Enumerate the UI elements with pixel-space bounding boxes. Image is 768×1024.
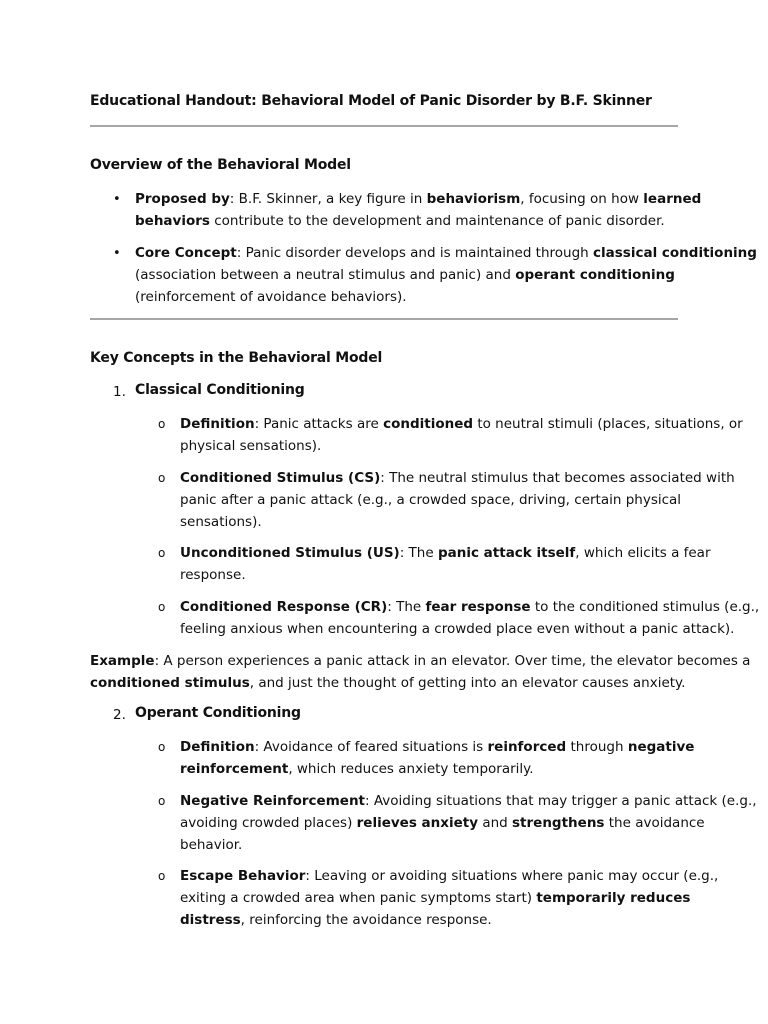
text-run: , and just the thought of getting into an elevator causes anxiety. — [249, 675, 686, 691]
bold-text: negative — [627, 739, 695, 755]
text-line — [180, 865, 718, 887]
bold-text: learned — [643, 191, 702, 207]
bold-text: Definition — [180, 739, 255, 755]
text-line — [90, 650, 750, 672]
text-run: contribute to the development and maintenance of panic disorder. — [209, 213, 665, 229]
key-concepts-heading: Key Concepts in the Behavioral Model — [90, 350, 383, 366]
bullet-marker: o — [158, 471, 166, 485]
text-line — [180, 413, 743, 435]
section-number: 2. — [113, 707, 126, 723]
text-line — [180, 596, 759, 618]
text-run: to neutral stimuli (places, situations, or — [473, 416, 743, 432]
overview-heading: Overview of the Behavioral Model — [90, 157, 351, 173]
text-run: , reinforcing the avoidance response. — [240, 912, 492, 928]
text-run: : Panic disorder develops and is maintained through — [236, 245, 594, 261]
bold-text: behaviors — [135, 213, 210, 229]
text-line — [180, 489, 681, 511]
text-line — [180, 758, 534, 780]
text-line — [180, 790, 757, 812]
text-line — [180, 834, 242, 856]
text-line — [180, 467, 735, 489]
bold-text: panic attack itself — [437, 545, 576, 561]
bold-text: Example — [90, 653, 155, 669]
text-run: , focusing on how — [520, 191, 644, 207]
text-run: : Avoiding situations that may trigger a panic attack (e.g., — [365, 793, 757, 809]
section-title: Classical Conditioning — [135, 382, 305, 398]
text-run: response. — [180, 567, 246, 583]
text-line — [135, 210, 665, 232]
bold-text: operant conditioning — [515, 267, 675, 283]
bold-text: Definition — [180, 416, 255, 432]
text-line — [135, 242, 757, 264]
text-run: : B.F. Skinner, a key figure in — [229, 191, 427, 207]
text-run: (reinforcement of avoidance behaviors). — [135, 289, 407, 305]
bold-text: classical conditioning — [593, 245, 757, 261]
text-run: exiting a crowded area when panic symptoms start) — [180, 890, 537, 906]
bold-text: conditioned stimulus — [90, 675, 250, 691]
text-run: : The — [387, 599, 426, 615]
bold-text: behaviorism — [426, 191, 521, 207]
text-line — [135, 188, 701, 210]
bullet-marker: o — [158, 740, 166, 754]
text-run: through — [566, 739, 628, 755]
bullet-marker: o — [158, 794, 166, 808]
text-run: : A person experiences a panic attack in an elevator. Over time, the elevator becomes a — [154, 653, 751, 669]
bold-text: Conditioned Response (CR) — [180, 599, 388, 615]
section-number: 1. — [113, 384, 126, 400]
bold-text: fear response — [425, 599, 531, 615]
text-line — [180, 887, 690, 909]
divider — [90, 125, 678, 127]
text-line — [180, 812, 705, 834]
text-run: feeling anxious when encountering a crowded place even without a panic attack). — [180, 621, 735, 637]
text-line — [180, 564, 246, 586]
bold-text: Negative Reinforcement — [180, 793, 366, 809]
bold-text: reinforced — [487, 739, 567, 755]
text-line — [180, 909, 492, 931]
text-run: behavior. — [180, 837, 243, 853]
text-run: avoiding crowded places) — [180, 815, 357, 831]
bold-text: relieves anxiety — [356, 815, 479, 831]
bold-text: Conditioned Stimulus (CS) — [180, 470, 381, 486]
bullet-marker: o — [158, 546, 166, 560]
text-line — [135, 264, 675, 286]
bullet-marker: • — [113, 246, 121, 261]
text-run: : Avoidance of feared situations is — [254, 739, 488, 755]
text-run: and — [478, 815, 513, 831]
text-line — [90, 672, 685, 694]
bullet-marker: o — [158, 417, 166, 431]
section-title: Operant Conditioning — [135, 705, 301, 721]
bold-text: Core Concept — [135, 245, 237, 261]
text-run: to the conditioned stimulus (e.g., — [530, 599, 760, 615]
text-line — [180, 542, 711, 564]
text-line — [180, 435, 321, 457]
text-run: the avoidance — [604, 815, 705, 831]
bold-text: Proposed by — [135, 191, 230, 207]
text-run: , which elicits a fear — [575, 545, 711, 561]
text-line — [135, 286, 407, 308]
text-line — [180, 511, 262, 533]
text-line — [180, 618, 734, 640]
text-run: (association between a neutral stimulus and panic) and — [135, 267, 516, 283]
bold-text: distress — [180, 912, 241, 928]
bold-text: Unconditioned Stimulus (US) — [180, 545, 400, 561]
text-run: sensations). — [180, 514, 262, 530]
text-line — [180, 736, 694, 758]
text-run: panic after a panic attack (e.g., a crowded space, driving, certain physical — [180, 492, 682, 508]
text-run: physical sensations). — [180, 438, 322, 454]
bullet-marker: o — [158, 600, 166, 614]
text-run: , which reduces anxiety temporarily. — [288, 761, 534, 777]
text-run: : Leaving or avoiding situations where panic may occur (e.g., — [305, 868, 719, 884]
bold-text: temporarily reduces — [536, 890, 691, 906]
text-run: : The — [399, 545, 438, 561]
bold-text: strengthens — [512, 815, 605, 831]
bold-text: reinforcement — [180, 761, 289, 777]
document-title: Educational Handout: Behavioral Model of Panic Disorder by B.F. Skinner — [90, 93, 652, 109]
bullet-marker: • — [113, 192, 121, 207]
bold-text: Escape Behavior — [180, 868, 306, 884]
bold-text: conditioned — [383, 416, 474, 432]
bullet-marker: o — [158, 869, 166, 883]
text-run: : Panic attacks are — [254, 416, 384, 432]
text-run: : The neutral stimulus that becomes associated with — [380, 470, 735, 486]
divider — [90, 318, 678, 320]
